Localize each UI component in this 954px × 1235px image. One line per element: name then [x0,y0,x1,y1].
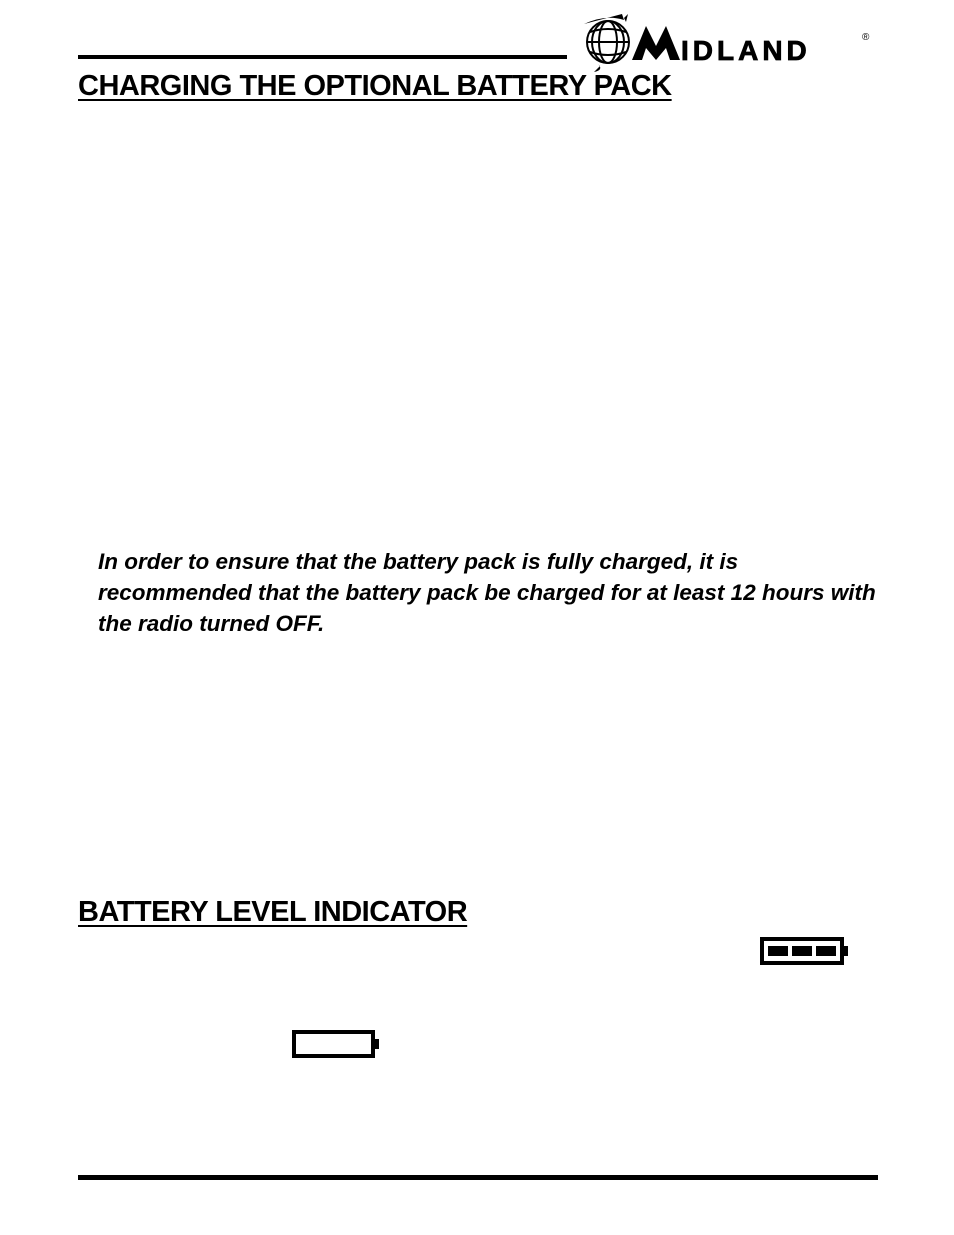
globe-icon [584,14,629,72]
battery-bar [792,946,812,956]
battery-bar [816,946,836,956]
logo-m-mark [632,26,680,60]
heading-battery-level: BATTERY LEVEL INDICATOR [78,896,468,928]
footer-rule [78,1175,878,1180]
battery-full-icon [760,936,850,971]
registered-mark: ® [862,32,870,43]
heading-charging: CHARGING THE OPTIONAL BATTERY PACK [78,70,672,102]
midland-logo [580,12,870,74]
battery-bar [768,946,788,956]
battery-empty-icon [291,1029,381,1064]
brand-name: IDLAND [681,35,811,66]
charging-note: In order to ensure that the battery pack is fully charged, it is recommended that the battery pack be charged for at least 12 hours with the radio turned OFF. [98,549,876,636]
header-rule [78,55,567,59]
